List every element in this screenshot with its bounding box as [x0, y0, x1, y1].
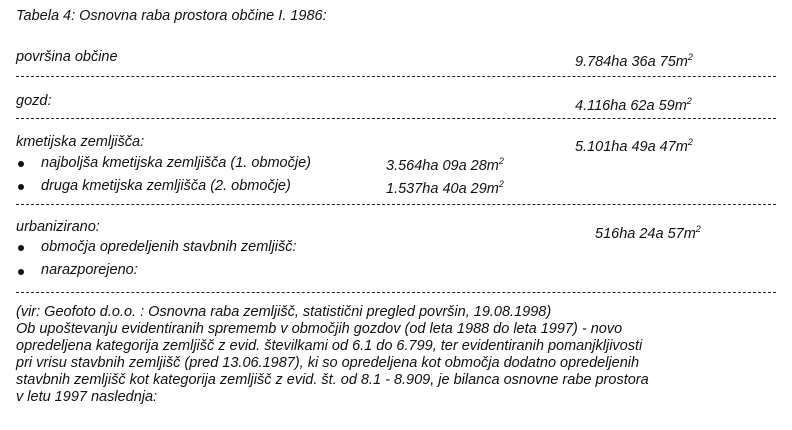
table-title: Tabela 4: Osnovna raba prostora občine I. 1986:	[16, 8, 327, 24]
paragraph-line: opredeljena kategorija zemljišč z evid. številkami od 6.1 do 6.799, ter evidentiranih pomanjkljivosti	[16, 338, 643, 354]
list-item-value: 1.537ha 40a $29m^2$	[386, 179, 504, 197]
source-note: (vir: Geofoto d.o.o. : Osnovna raba zemljišč, statistični pregled površin, 19.08.1998)	[16, 304, 552, 320]
separator-line	[16, 292, 776, 293]
row-value-povrsina: 9.784ha 36a $75m^2$	[575, 52, 693, 70]
source-and-paragraph	[16, 304, 778, 406]
row-label-urbanizirano: urbanizirano:	[16, 219, 100, 235]
list-item-value: 3.564ha 09a $28m^2$	[386, 156, 504, 174]
list-item-label: narazporejeno:	[41, 262, 138, 278]
list-item-label: druga kmetijska zemljišča (2. območje)	[41, 178, 291, 194]
row-label-gozd: gozd:	[16, 93, 52, 109]
paragraph-line: v letu 1997 naslednja:	[16, 389, 158, 405]
row-value-urbanizirano: 516ha 24a $57m^2$	[595, 224, 701, 242]
separator-line	[16, 204, 776, 205]
bullet-icon	[18, 245, 24, 251]
paragraph-line: stavbnih zemljišč kot kategorija zemljišč z evid. št. od 8.1 - 8.909, je bilanca osnovne rabe prostora	[16, 372, 649, 388]
bullet-icon	[18, 184, 24, 190]
paragraph-line: pri vrisu stavbnih zemljišč (pred 13.06.1987), ki so opredeljena kot območja dodatno opredeljenih	[16, 355, 640, 371]
row-label-kmetijska: kmetijska zemljišča:	[16, 134, 145, 150]
separator-line	[16, 76, 776, 77]
row-value-gozd: 4.116ha 62a $59m^2$	[575, 96, 692, 114]
list-item-label: območja opredeljenih stavbnih zemljišč:	[41, 239, 297, 255]
row-value-kmetijska: 5.101ha 49a $47m^2$	[575, 137, 693, 155]
list-item-label: najboljša kmetijska zemljišča (1. območje)	[41, 155, 311, 171]
separator-line	[16, 118, 776, 119]
row-label-povrsina: površina občine	[16, 49, 118, 65]
bullet-icon	[18, 269, 24, 275]
paragraph-line: Ob upoštevanju evidentiranih sprememb v območjih gozdov (od leta 1988 do leta 1997) - novo	[16, 321, 623, 337]
bullet-icon	[18, 161, 24, 167]
